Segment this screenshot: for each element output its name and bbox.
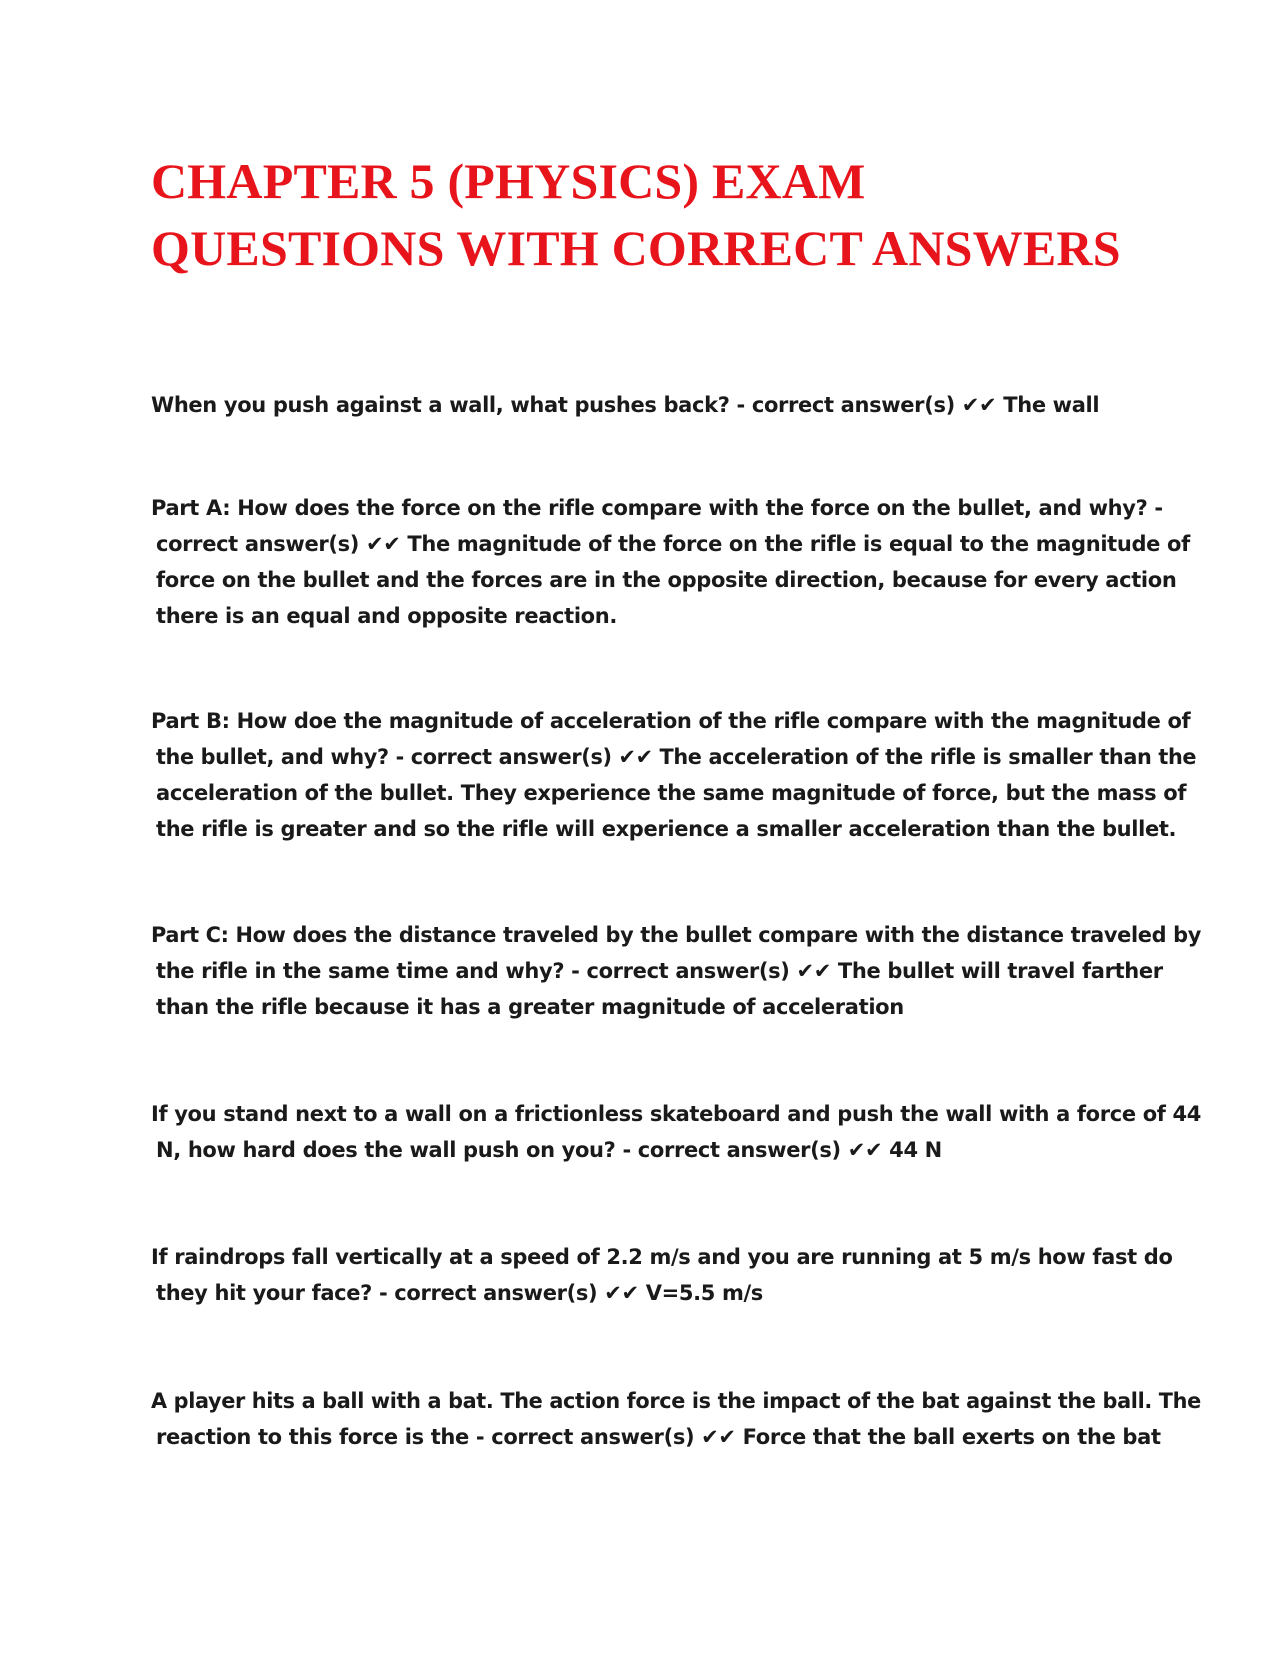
qa-item-5	[151, 1096, 1202, 1168]
qa-line: If raindrops fall vertically at a speed of 2.2 m/s and you are running at 5 m/s how fast do	[151, 1245, 1173, 1269]
qa-line: acceleration of the bullet. They experience the same magnitude of force, but the mass of	[156, 781, 1187, 805]
qa-line: force on the bullet and the forces are in the opposite direction, because for every action	[156, 568, 1177, 592]
qa-item-3	[151, 703, 1197, 847]
qa-line: Part C: How does the distance traveled by the bullet compare with the distance traveled by	[151, 923, 1202, 947]
title-line-1: CHAPTER 5 (PHYSICS) EXAM	[151, 153, 866, 209]
qa-item-2	[151, 490, 1190, 634]
qa-line: the rifle in the same time and why? - correct answer(s) ✔✔ The bullet will travel farther	[156, 959, 1163, 983]
qa-item-7	[151, 1383, 1201, 1455]
qa-line: they hit your face? - correct answer(s) ✔✔ V=5.5 m/s	[156, 1281, 763, 1305]
qa-line: correct answer(s) ✔✔ The magnitude of the force on the rifle is equal to the magnitude of	[156, 532, 1190, 556]
qa-line: the bullet, and why? - correct answer(s) ✔✔ The acceleration of the rifle is smaller than the	[155, 745, 1197, 769]
qa-item-4	[151, 917, 1202, 1025]
qa-line: Part A: How does the force on the rifle compare with the force on the bullet, and why? -	[151, 496, 1163, 520]
qa-line: Part B: How doe the magnitude of acceleration of the rifle compare with the magnitude of	[151, 709, 1191, 733]
qa-line: When you push against a wall, what pushes back? - correct answer(s) ✔✔ The wall	[151, 393, 1100, 417]
qa-line: than the rifle because it has a greater magnitude of acceleration	[156, 995, 904, 1019]
qa-line: A player hits a ball with a bat. The action force is the impact of the bat against the ball. The	[151, 1389, 1201, 1413]
qa-line: N, how hard does the wall push on you? - correct answer(s) ✔✔ 44 N	[156, 1138, 942, 1162]
qa-line: the rifle is greater and so the rifle will experience a smaller acceleration than the bullet.	[156, 817, 1177, 841]
title-line-2: QUESTIONS WITH CORRECT ANSWERS	[151, 220, 1121, 276]
qa-line: reaction to this force is the - correct answer(s) ✔✔ Force that the ball exerts on the bat	[156, 1425, 1161, 1449]
qa-item-1	[151, 387, 1131, 423]
qa-line: there is an equal and opposite reaction.	[156, 604, 617, 628]
document-title	[151, 148, 1211, 282]
qa-line: If you stand next to a wall on a frictionless skateboard and push the wall with a force of 44	[151, 1102, 1202, 1126]
qa-item-6	[151, 1239, 1173, 1311]
